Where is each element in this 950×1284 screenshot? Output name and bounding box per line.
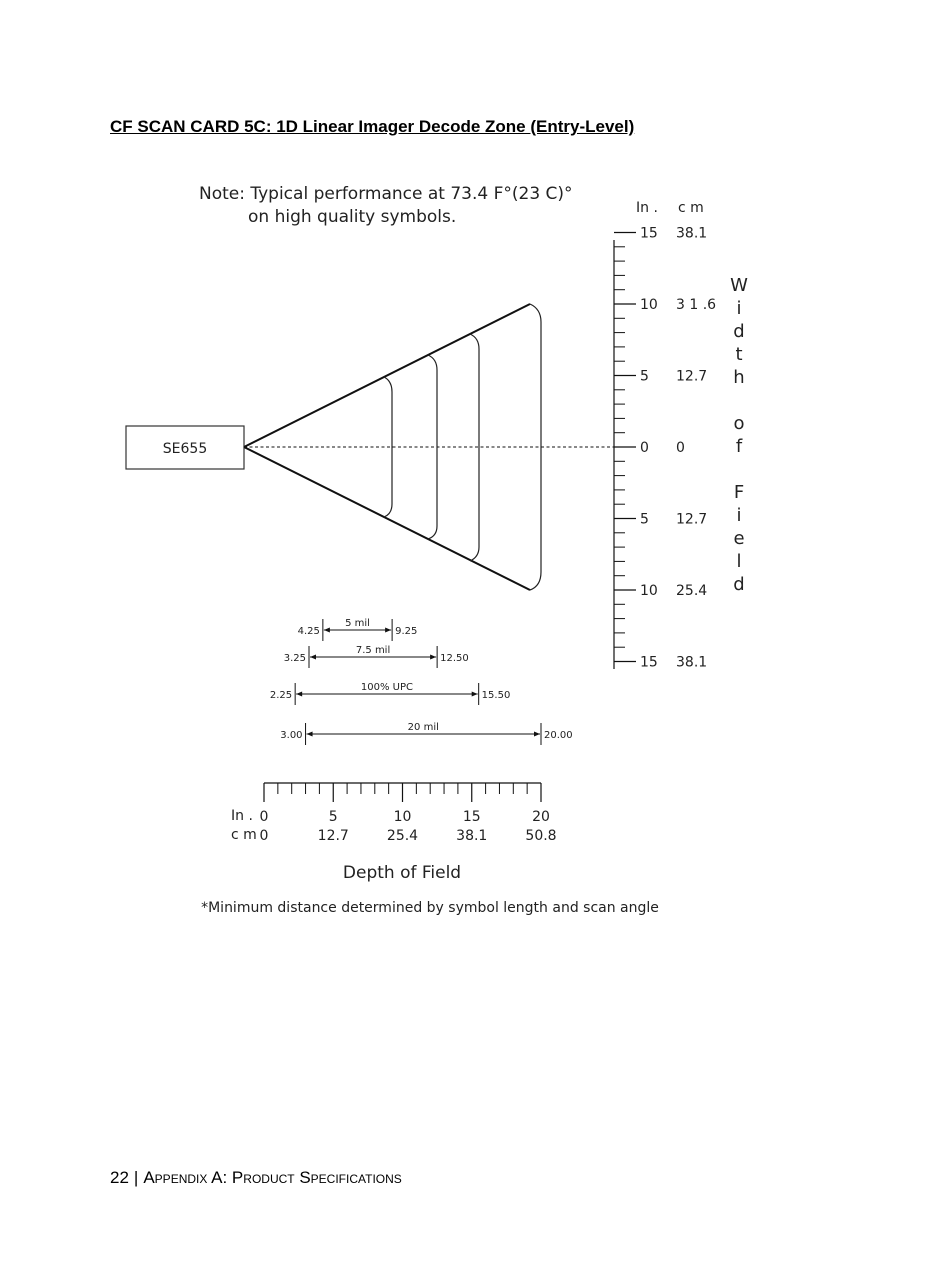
range-arrow-left: [307, 732, 313, 737]
cone-upper-edge: [244, 304, 530, 447]
range-arrow-left: [324, 628, 330, 633]
depth-axis-tick-cm: 0: [259, 828, 269, 844]
width-axis-tick-cm: 25.4: [676, 583, 708, 599]
range-mil-label: 100% UPC: [360, 682, 413, 693]
depth-axis-tick-cm: 50.8: [525, 828, 557, 844]
note-line-1: Note: Typical performance at 73.4 F°(23 C)°: [199, 184, 573, 204]
width-axis-title-letter: h: [733, 367, 745, 388]
range-mil-label: 20 mil: [407, 722, 439, 733]
footnote: *Minimum distance determined by symbol length and scan angle: [201, 900, 659, 916]
page-number: 22: [110, 1168, 129, 1187]
width-axis-header-in: In .: [636, 200, 658, 216]
width-axis-title-letter: i: [736, 505, 742, 526]
range-mil-label: 5 mil: [345, 618, 370, 629]
depth-axis-label-cm: c m: [231, 827, 257, 843]
decode-range-bar: [284, 645, 469, 668]
decode-range-bar: [298, 618, 418, 641]
width-axis-tick-cm: 12.7: [676, 368, 708, 385]
width-axis-title-letter: e: [733, 528, 745, 549]
width-axis-title-letter: t: [735, 344, 743, 365]
range-arrow-left: [310, 655, 316, 660]
decode-range-bar: [270, 682, 510, 705]
width-axis-title-letter: d: [733, 321, 745, 342]
range-start-label: 2.25: [269, 690, 293, 701]
width-axis-tick-in: 10: [640, 583, 658, 599]
depth-axis-tick-in: 10: [393, 809, 412, 825]
range-arrow-left: [296, 692, 302, 697]
width-axis-title-letter: o: [733, 413, 745, 434]
width-axis-title-letter: W: [730, 275, 748, 296]
depth-axis-title: Depth of Field: [342, 863, 462, 883]
range-end-label: 12.50: [440, 653, 469, 664]
page-title: CF SCAN CARD 5C: 1D Linear Imager Decode Zone (Entry-Level): [110, 117, 635, 136]
width-axis-tick-cm: 38.1: [676, 225, 708, 242]
range-start-label: 3.25: [283, 653, 307, 664]
range-start-label: 3.00: [280, 730, 303, 741]
footer-section: Appendix A: Product Specifications: [143, 1168, 402, 1187]
width-axis-title-letter: i: [736, 298, 742, 319]
depth-axis-tick-in: 5: [328, 809, 338, 825]
range-arrow-right: [385, 628, 391, 633]
width-axis-title-letter: f: [735, 436, 743, 457]
width-axis-title-letter: l: [736, 551, 742, 572]
decode-range-bar: [280, 722, 572, 745]
width-axis-tick-in: 10: [640, 297, 658, 313]
range-arrow-right: [430, 655, 436, 660]
width-axis-tick-in: 15: [640, 654, 658, 671]
width-axis-title-letter: F: [733, 482, 745, 503]
range-end-label: 15.50: [481, 690, 511, 701]
scanner-device-label: SE655: [162, 441, 208, 457]
range-end-label: 9.25: [395, 626, 418, 637]
width-axis-tick-cm: 0: [676, 440, 685, 456]
range-arrow-right: [472, 692, 478, 697]
depth-axis-tick-in: 20: [532, 809, 550, 825]
depth-axis-tick-in: 15: [462, 809, 481, 825]
width-axis-tick-in: 5: [640, 368, 649, 385]
range-end-label: 20.00: [544, 730, 573, 741]
depth-axis-tick-cm: 38.1: [456, 828, 488, 844]
width-axis-tick-in: 15: [640, 225, 658, 242]
page-footer: [110, 1168, 402, 1188]
width-axis-header-cm: c m: [678, 200, 704, 216]
width-axis-tick-in: 0: [640, 440, 649, 456]
width-axis-tick-cm: 38.1: [676, 654, 708, 671]
note-line-2: on high quality symbols.: [248, 207, 457, 227]
width-axis-tick-cm: 12.7: [676, 511, 708, 528]
depth-axis-tick-cm: 25.4: [386, 828, 419, 844]
range-mil-label: 7.5 mil: [355, 645, 391, 656]
range-arrow-right: [534, 732, 540, 737]
width-axis-tick-in: 5: [640, 511, 649, 528]
width-axis-tick-cm: 3 1 .6: [676, 297, 717, 313]
width-axis-title-letter: d: [733, 574, 745, 595]
depth-axis-label-in: In .: [231, 808, 253, 824]
footer-separator: |: [133, 1168, 139, 1187]
cone-lower-edge: [244, 447, 530, 590]
depth-axis-tick-cm: 12.7: [317, 828, 349, 844]
range-start-label: 4.25: [297, 626, 320, 637]
depth-axis-tick-in: 0: [259, 809, 269, 825]
